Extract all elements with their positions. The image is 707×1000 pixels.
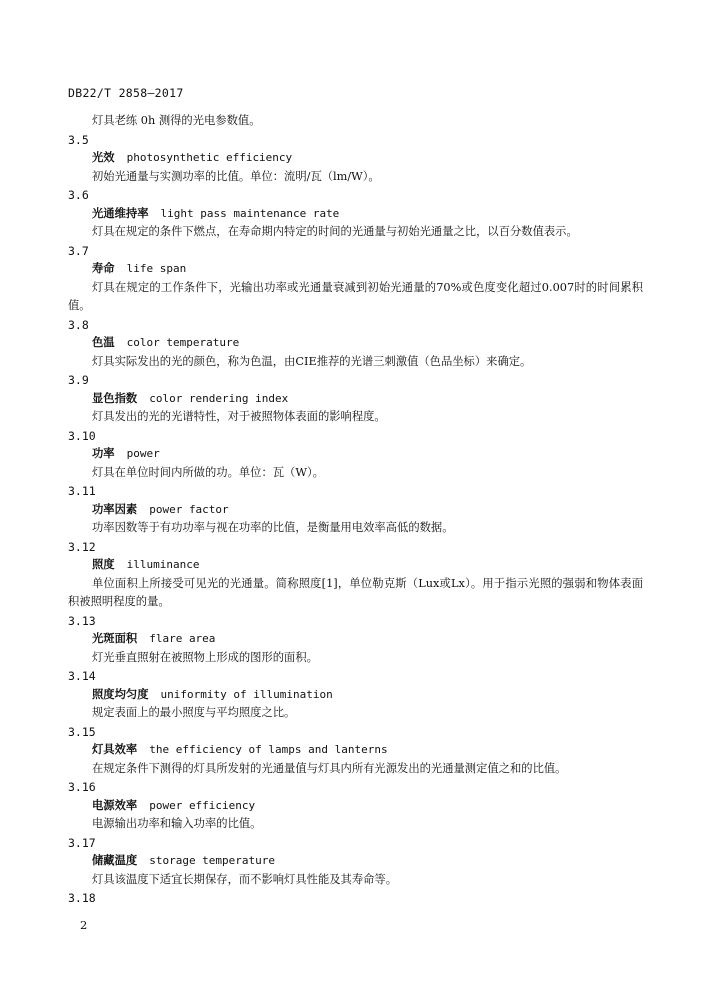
- header-rule: [66, 104, 643, 105]
- section-number: 3.7: [68, 243, 89, 258]
- term-definition: 单位面积上所接受可见光的光通量。简称照度[1]，单位勒克斯（Lux或Lx）。用于指示光照的强弱和物体表面积被照明程度的量。: [68, 576, 643, 608]
- term-heading: [68, 797, 643, 816]
- term-english: power factor: [149, 502, 229, 516]
- section-number: 3.6: [68, 188, 89, 202]
- term-english: storage temperature: [149, 854, 276, 867]
- document-body: [68, 112, 643, 908]
- term-entry: [68, 889, 643, 908]
- term-chinese: 储藏温度: [92, 854, 138, 867]
- term-entry: [68, 371, 643, 427]
- section-number: 3.14: [68, 669, 96, 683]
- term-english: the efficiency of lamps and lanterns: [149, 743, 388, 756]
- term-chinese: 灯具效率: [92, 743, 138, 756]
- intro-line: 灯具老练 0h 测得的光电参数值。: [92, 114, 261, 127]
- term-definition: 灯具实际发出的光的颜色，称为色温，由CIE推荐的光谱三刺激值（色品坐标）来确定。: [92, 354, 532, 368]
- term-heading: [68, 556, 643, 575]
- term-chinese: 电源效率: [92, 798, 138, 812]
- term-english: flare area: [149, 632, 216, 645]
- term-english: power efficiency: [149, 798, 256, 812]
- term-english: color temperature: [126, 336, 240, 349]
- section-number: 3.8: [68, 317, 89, 332]
- term-definition: 灯具在规定的条件下燃点，在寿命期内特定的时间的光通量与初始光通量之比，以百分数值表示。: [92, 225, 578, 238]
- term-entry: [68, 723, 643, 779]
- term-heading: [68, 260, 643, 279]
- term-heading: [68, 445, 643, 464]
- term-english: power: [126, 447, 160, 460]
- term-definition: 功率因数等于有功功率与视在功率的比值，是衡量用电效率高低的数据。: [92, 521, 454, 534]
- term-chinese: 光斑面积: [92, 632, 138, 645]
- term-chinese: 功率因素: [92, 502, 138, 516]
- term-definition: 电源输出功率和输入功率的比值。: [92, 817, 262, 830]
- section-number: 3.17: [68, 835, 96, 850]
- term-chinese: 寿命: [92, 262, 115, 275]
- term-definition: 规定表面上的最小照度与平均照度之比。: [92, 706, 296, 719]
- term-heading: [68, 334, 643, 353]
- page-number: 2: [80, 918, 88, 932]
- term-entry: [68, 538, 643, 612]
- section-number: 3.5: [68, 132, 89, 147]
- term-chinese: 光效: [92, 151, 115, 164]
- term-entry: [68, 316, 643, 372]
- term-heading: [68, 149, 643, 168]
- term-entry: [68, 186, 643, 242]
- term-heading: [68, 686, 643, 705]
- term-chinese: 显色指数: [92, 391, 138, 405]
- section-number: 3.11: [68, 484, 96, 498]
- section-number: 3.13: [68, 613, 96, 628]
- section-number: 3.16: [68, 780, 96, 794]
- term-chinese: 光通维持率: [92, 206, 149, 220]
- section-number: 3.15: [68, 724, 96, 739]
- term-entry: [68, 427, 643, 483]
- term-entry: [68, 667, 643, 723]
- section-number: 3.9: [68, 373, 89, 387]
- term-entry: [68, 131, 643, 187]
- term-chinese: 功率: [92, 447, 115, 460]
- term-entry: [68, 834, 643, 890]
- term-chinese: 照度均匀度: [92, 687, 149, 701]
- term-english: photosynthetic efficiency: [126, 151, 293, 164]
- term-definition: 灯光垂直照射在被照物上形成的图形的面积。: [92, 650, 318, 664]
- section-number: 3.18: [68, 891, 96, 905]
- term-chinese: 照度: [92, 558, 115, 571]
- standard-code: DB22/T 2858—2017: [68, 86, 184, 100]
- term-definition: 灯具在规定的工作条件下，光输出功率或光通量衰减到初始光通量的70%或色度变化超过0.007时的时间累积值。: [68, 280, 643, 312]
- section-number: 3.12: [68, 539, 96, 554]
- term-heading: [68, 501, 643, 520]
- term-definition: 灯具该温度下适宜长期保存，而不影响灯具性能及其寿命等。: [92, 872, 398, 886]
- term-heading: [68, 741, 643, 760]
- term-definition: 灯具在单位时间内所做的功。单位：瓦（W）。: [92, 465, 324, 479]
- term-heading: [68, 390, 643, 409]
- term-english: uniformity of illumination: [160, 687, 333, 701]
- term-definition: 在规定条件下测得的灯具所发射的光通量值与灯具内所有光源发出的光通量测定值之和的比值。: [92, 761, 567, 775]
- term-entry: [68, 612, 643, 668]
- term-english: life span: [126, 262, 187, 275]
- section-list: [68, 131, 643, 908]
- term-english: illuminance: [126, 558, 200, 571]
- term-definition: 初始光通量与实测功率的比值。单位：流明/瓦（lm/W）。: [92, 169, 380, 183]
- term-entry: [68, 778, 643, 834]
- term-heading: [68, 205, 643, 224]
- section-number: 3.10: [68, 428, 96, 443]
- term-definition: 灯具发出的光的光谱特性，对于被照物体表面的影响程度。: [92, 410, 386, 423]
- term-english: color rendering index: [149, 391, 289, 405]
- term-heading: [68, 630, 643, 649]
- term-heading: [68, 852, 643, 871]
- term-chinese: 色温: [92, 336, 115, 349]
- term-entry: [68, 242, 643, 316]
- term-english: light pass maintenance rate: [160, 206, 340, 220]
- term-entry: [68, 482, 643, 538]
